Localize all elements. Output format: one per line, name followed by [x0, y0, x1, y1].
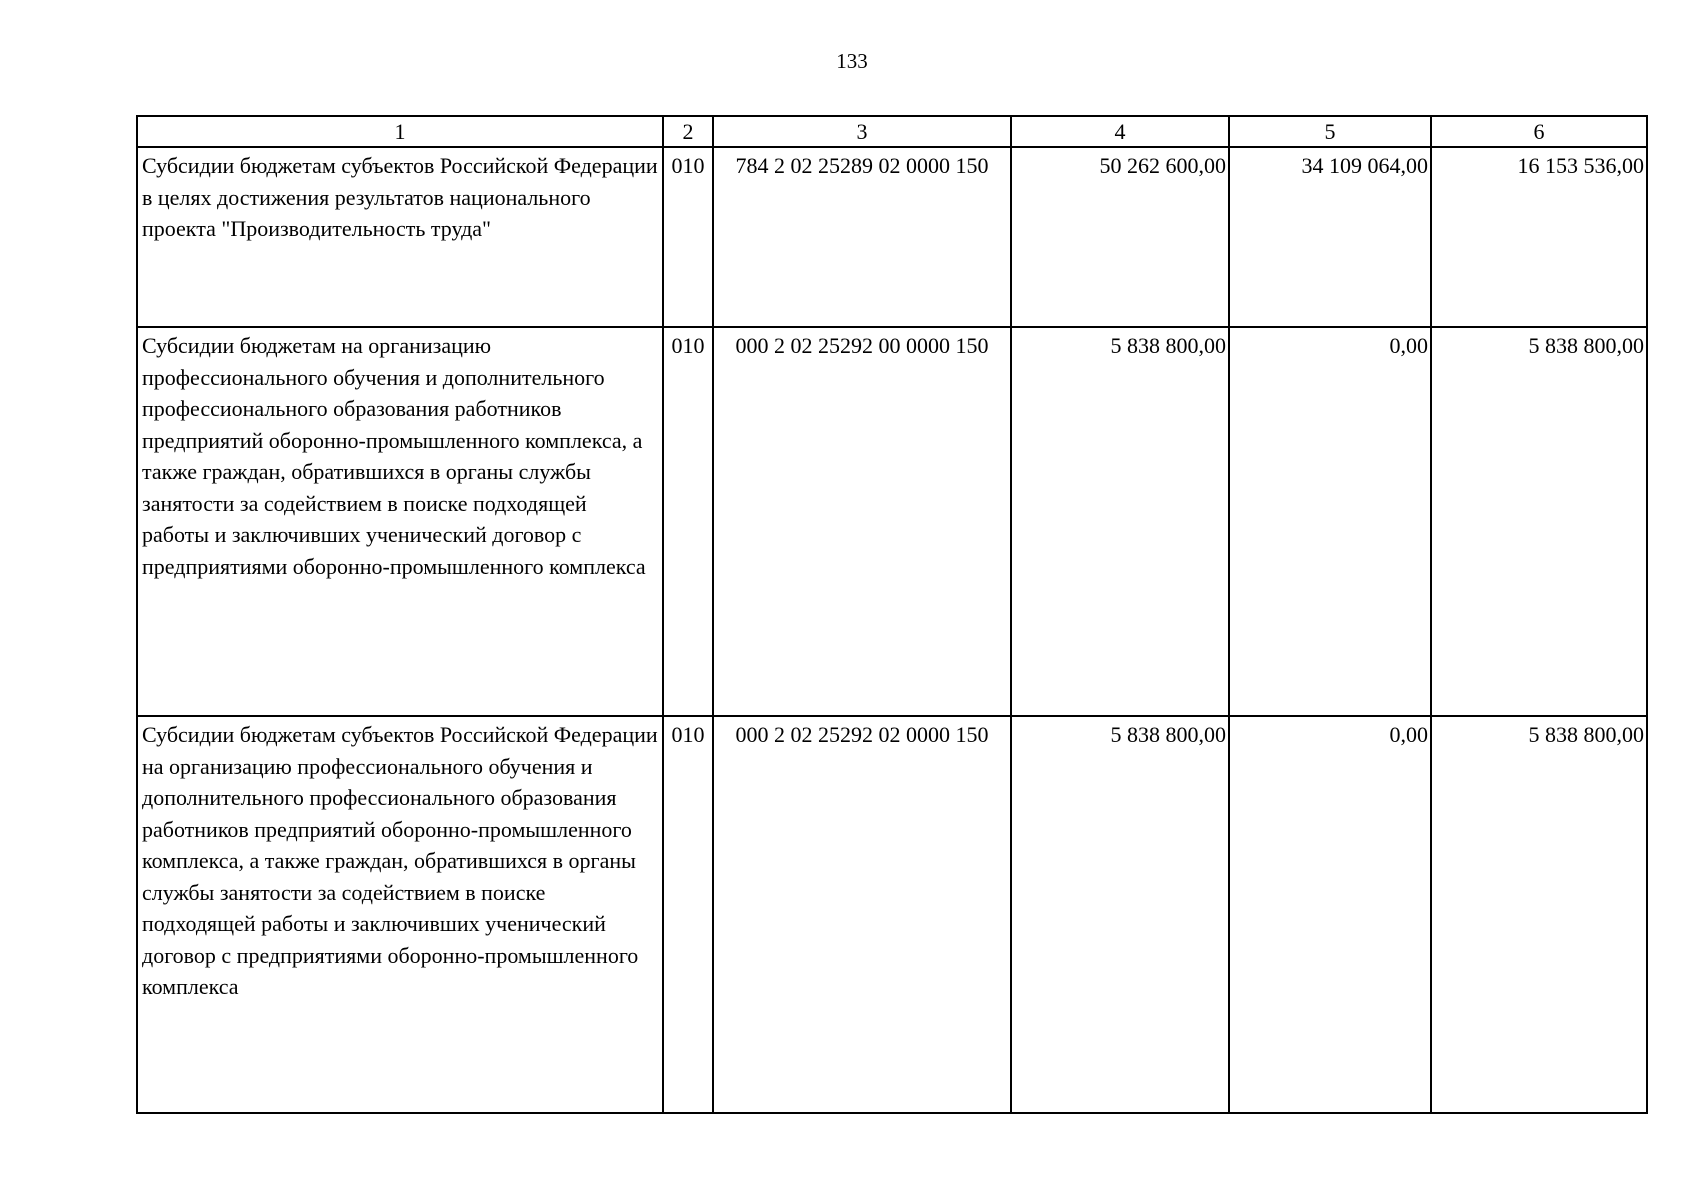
- row-description: Субсидии бюджетам на организацию профессионального обучения и дополнительного профессионального образования работников предприятий оборонно-промышленного комплекса, а также граждан, обратившихся в органы службы занятости за содействием в поиске подходящей работы и заключивших ученический договор с предприятиями оборонно-промышленного комплекса: [137, 327, 663, 716]
- table-row: [137, 147, 1647, 327]
- column-header: 2: [663, 116, 713, 147]
- table-row: [137, 327, 1647, 716]
- table-header-row: [137, 116, 1647, 147]
- row-amount-col4: 50 262 600,00: [1011, 147, 1229, 327]
- row-code: 010: [663, 716, 713, 1113]
- column-header: 4: [1011, 116, 1229, 147]
- row-amount-col4: 5 838 800,00: [1011, 716, 1229, 1113]
- budget-table: [136, 115, 1648, 1114]
- column-header: 6: [1431, 116, 1647, 147]
- row-description: Субсидии бюджетам субъектов Российской Федерации на организацию профессионального обучения и дополнительного профессионального образования работников предприятий оборонно-промышленного комплекса, а также граждан, обратившихся в органы службы занятости за содействием в поиске подходящей работы и заключивших ученический договор с предприятиями оборонно-промышленного комплекса: [137, 716, 663, 1113]
- row-amount-col4: 5 838 800,00: [1011, 327, 1229, 716]
- column-header: 5: [1229, 116, 1431, 147]
- column-header: 3: [713, 116, 1011, 147]
- row-amount-col5: 0,00: [1229, 327, 1431, 716]
- row-amount-col5: 34 109 064,00: [1229, 147, 1431, 327]
- row-code: 010: [663, 327, 713, 716]
- row-budget-code: 784 2 02 25289 02 0000 150: [713, 147, 1011, 327]
- row-code: 010: [663, 147, 713, 327]
- row-budget-code: 000 2 02 25292 02 0000 150: [713, 716, 1011, 1113]
- row-amount-col5: 0,00: [1229, 716, 1431, 1113]
- row-description: Субсидии бюджетам субъектов Российской Федерации в целях достижения результатов национального проекта "Производительность труда": [137, 147, 663, 327]
- row-budget-code: 000 2 02 25292 00 0000 150: [713, 327, 1011, 716]
- column-header: 1: [137, 116, 663, 147]
- row-amount-col6: 5 838 800,00: [1431, 716, 1647, 1113]
- row-amount-col6: 5 838 800,00: [1431, 327, 1647, 716]
- table-row: [137, 716, 1647, 1113]
- page-number: 133: [836, 49, 868, 73]
- row-amount-col6: 16 153 536,00: [1431, 147, 1647, 327]
